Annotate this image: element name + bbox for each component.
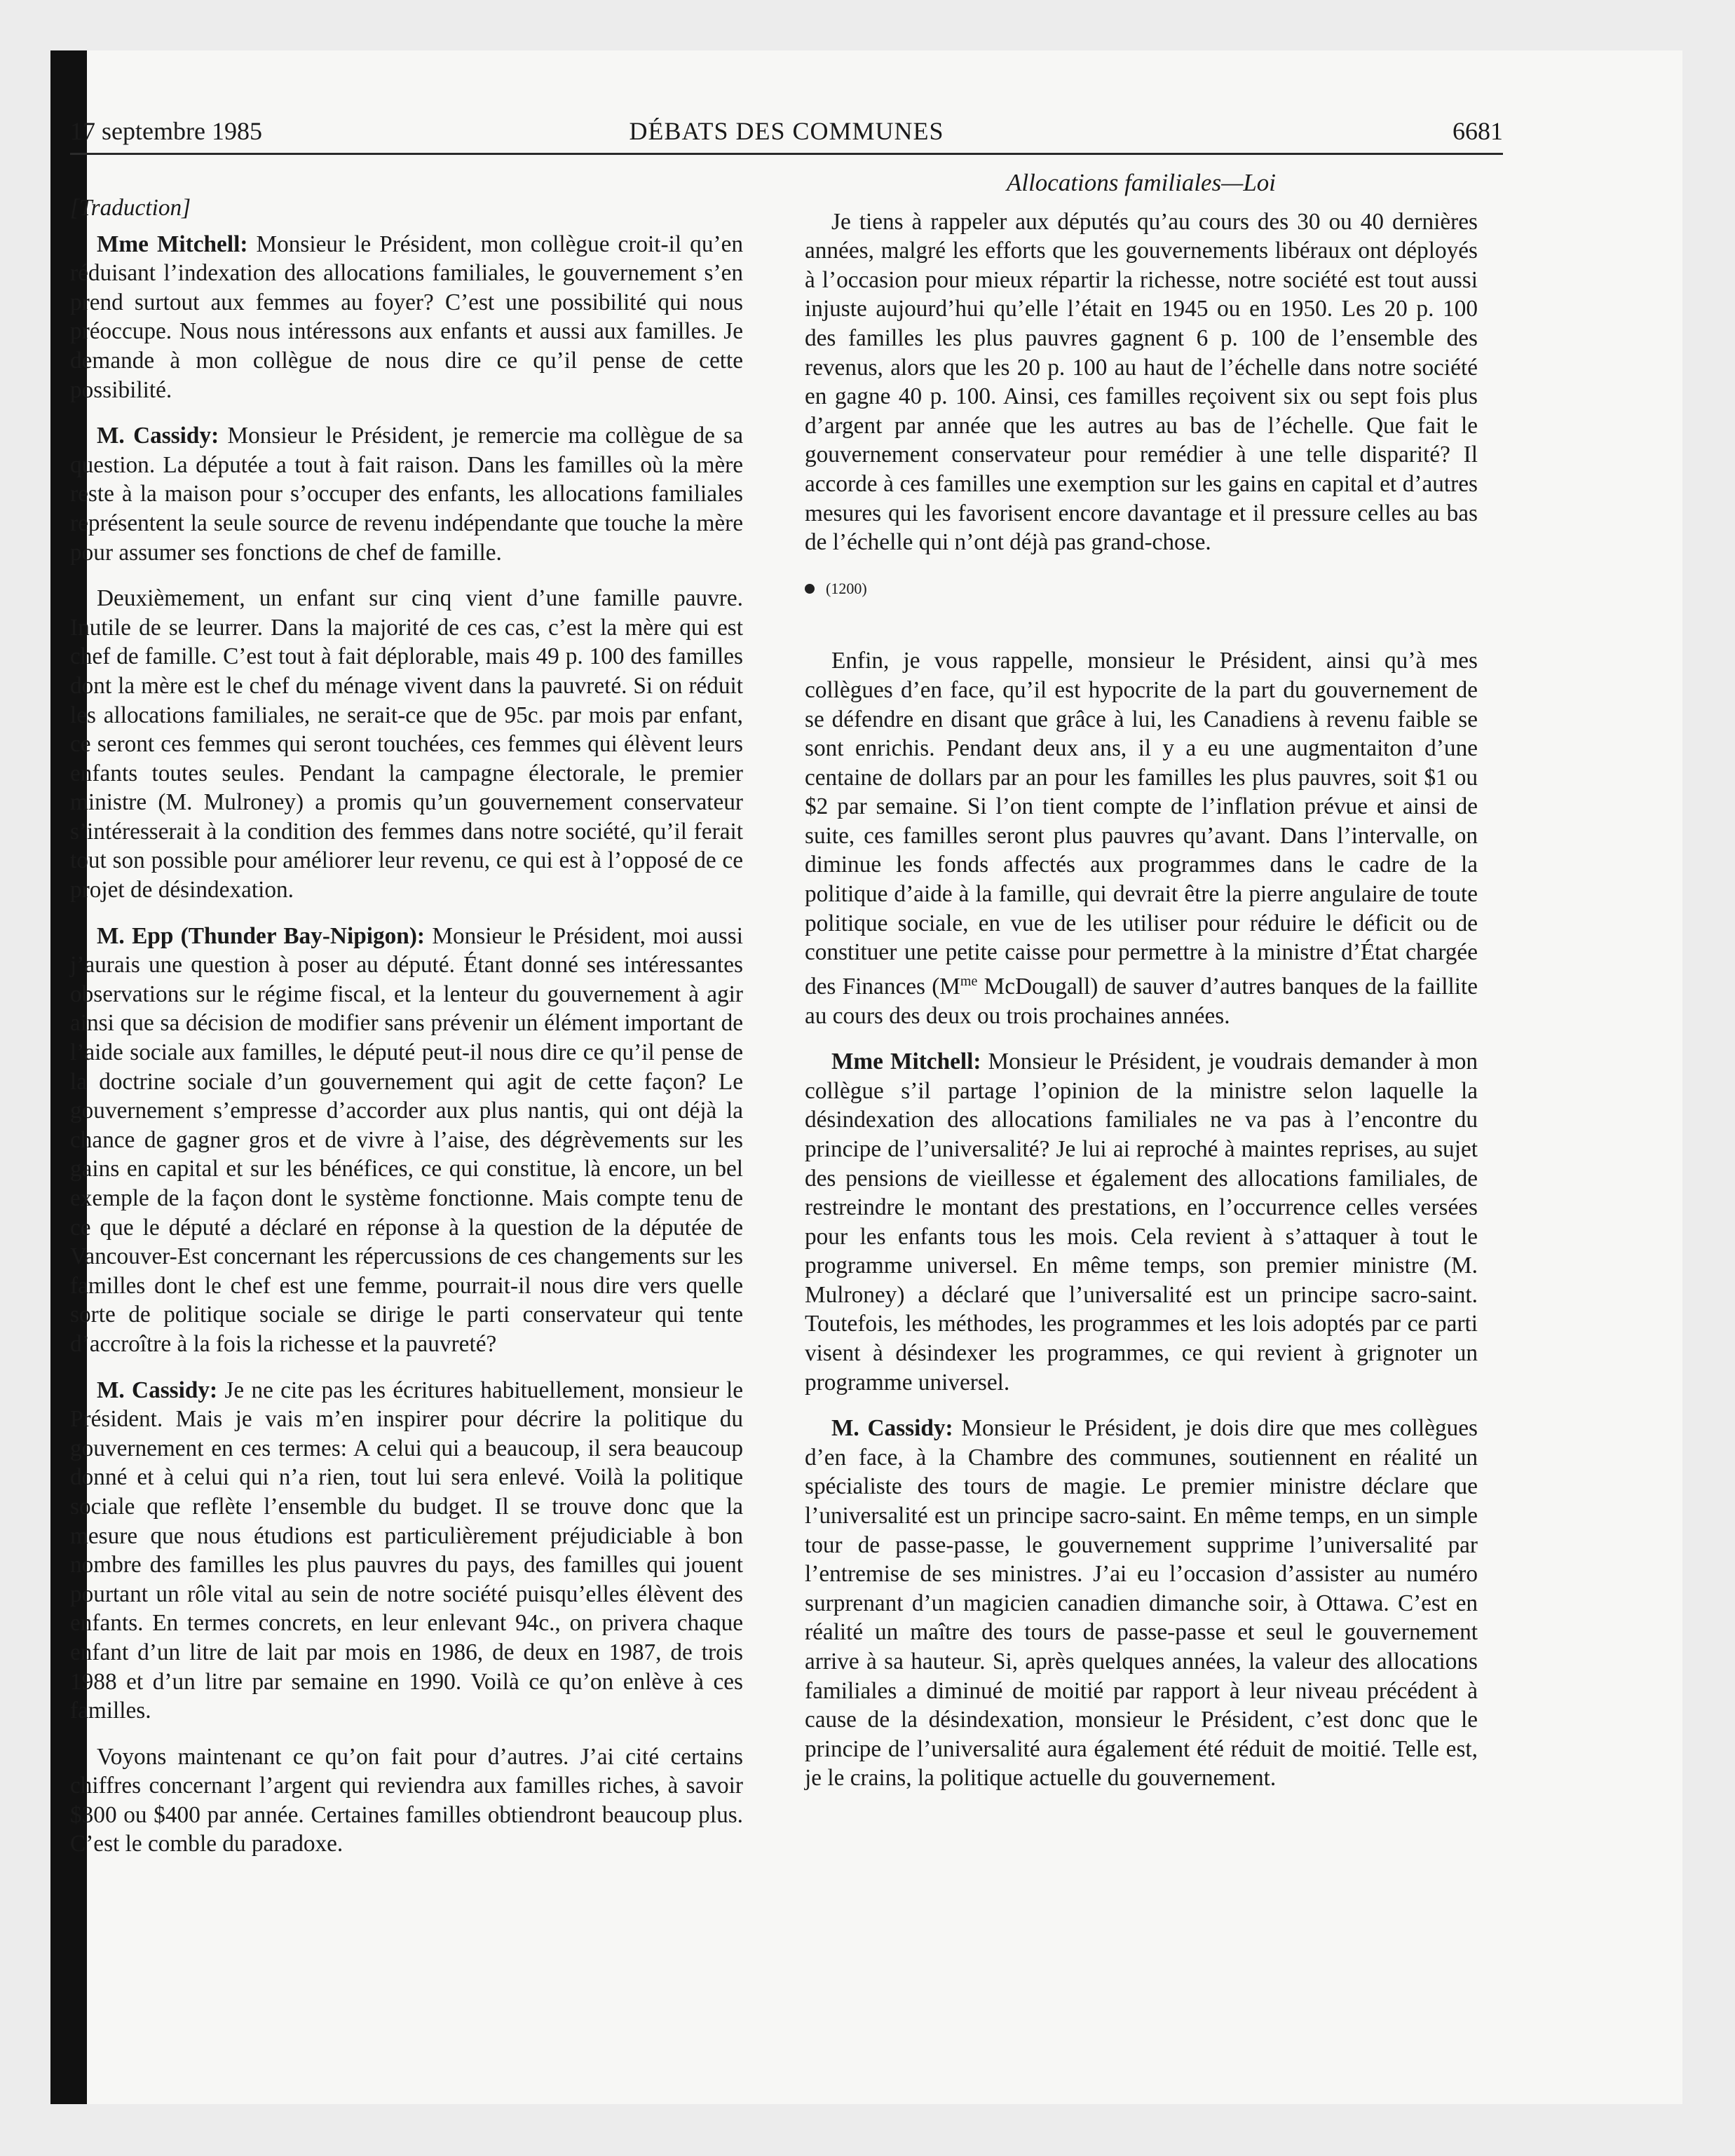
header-date: 17 septembre 1985 <box>70 117 262 145</box>
paragraph-text: Je tiens à rappeler aux députés qu’au cours des 30 ou 40 dernières années, malgré les efforts que les gouvernements libéraux ont déployés à l’occasion pour mieux répartir la richesse, notre société est tout aussi injuste aujourd’hui qu’elle l’était en 1945 ou en 1950. Les 20 p. 100 des familles les plus pauvres gagnent 6 p. 100 de l’ensemble des revenus, alors que les 20 p. 100 au haut de l’échelle dans notre société en gagne 40 p. 100. Ainsi, ces familles reçoivent six ou sept fois plus d’argent par année que les autres au bas de l’échelle. Que fait le gouvernement conservateur pour remédier à une telle disparité? Il accorde à ces familles une exemption sur les gains en capital et d’autres mesures qui les favorisent encore davantage et il pressure celles au bas de l’échelle qui n’ont déjà pas grand-chose. <box>805 208 1478 556</box>
paragraph <box>70 421 743 567</box>
paragraph-text: Voyons maintenant ce qu’on fait pour d’autres. J’ai cité certains chiffres concernant l’argent qui reviendra aux familles riches, à savoir $300 ou $400 par année. Certaines familles obtiendront beaucoup plus. C’est le comble du paradoxe. <box>70 1743 743 1857</box>
paragraph-text: Deuxièmement, un enfant sur cinq vient d’une famille pauvre. Inutile de se leurrer. Dans la majorité de ces cas, c’est la mère qui est chef de famille. C’est tout à fait déplorable, mais 49 p. 100 des familles dont la mère est le chef du ménage vivent dans la pauvreté. Si on réduit les allocations familiales, ne serait-ce que de 95c. par mois par enfant, ce seront ces femmes qui seront touchées, ces femmes qui élèvent leurs enfants toutes seules. Pendant la campagne électorale, le premier ministre (M. Mulroney) a promis qu’un gouvernement conservateur s’intéresserait à la condition des femmes dans notre société, qu’il ferait tout son possible pour améliorer leur revenu, ce qui est à l’opposé de ce projet de désindexation. <box>70 585 743 903</box>
time-marker-text: (1200) <box>826 579 867 597</box>
paragraph <box>805 646 1478 1030</box>
speaker-name: Mme Mitchell: <box>831 1049 981 1075</box>
paragraph <box>70 584 743 905</box>
paragraph <box>70 1742 743 1859</box>
superscript: me <box>960 973 978 989</box>
paragraph <box>805 1047 1478 1397</box>
paragraph-text: McDougall) de sauver d’autres banques de la faillite au cours des deux ou trois prochaines années. <box>805 973 1478 1029</box>
bullet-icon <box>805 584 815 594</box>
speaker-name: Mme Mitchell: <box>97 231 248 257</box>
right-column <box>805 168 1478 1810</box>
subject-heading: Allocations familiales—Loi <box>1006 169 1277 196</box>
paragraph <box>805 1414 1478 1793</box>
paragraph <box>70 922 743 1359</box>
speaker-name: M. Epp (Thunder Bay-Nipigon): <box>97 922 425 949</box>
paragraph-text: Enfin, je vous rappelle, monsieur le Président, ainsi qu’à mes collègues d’en face, qu’il est hypocrite de la part du gouvernement de se défendre en disant que grâce à lui, les Canadiens à revenu faible se sont enrichis. Pendant deux ans, il y a eu une augmentaiton d’une centaine de dollars par an pour les familles les plus pauvres, soit $1 ou $2 par semaine. Si l’on tient compte de l’inflation prévue et ainsi de suite, ces familles seront plus pauvres qu’avant. Dans l’intervalle, on diminue les fonds affectés aux programmes dans le cadre de la politique d’aide à la famille, qui devrait être la pierre angulaire de toute politique sociale, en vue de les utiliser pour réduire le déficit ou de constituer une petite caisse pour permettre à la ministre d’État chargée des Finances (M <box>805 648 1478 999</box>
paragraph-text: Monsieur le Président, je voudrais demander à mon collègue s’il partage l’opinion de la ministre selon laquelle la désindexation des allocations familiales ne va pas à l’encontre du principe de l’universalité? Je lui ai reproché à maintes reprises, au sujet des pensions de vieillesse et également des allocations familiales, de restreindre le montant des prestations, en l’occurrence celles versées pour les enfants tous les mois. Cela revient à s’attaquer à tout le programme universel. En même temps, son premier ministre (M. Mulroney) a déclaré que l’universalité est un principe sacro-saint. Toutefois, les méthodes, les programmes et les lois adoptés par ce parti visent à désindexer les programmes, ce qui revient à grignoter un programme universel. <box>805 1049 1478 1396</box>
paragraph <box>70 1376 743 1726</box>
paragraph-text: Je ne cite pas les écritures habituellement, monsieur le Président. Mais je vais m’en inspirer pour décrire la politique du gouvernement en ces termes: A celui qui a beaucoup, il sera beaucoup donné et à celui qui n’a rien, tout lui sera enlevé. Voilà la politique sociale que reflète l’ensemble du budget. Il se trouve donc que la mesure que nous étudions est particulièrement préjudiciable à bon nombre des familles les plus pauvres du pays, des familles qui jouent pourtant un rôle vital au sein de notre société puisqu’elles élèvent des enfants. En termes concrets, en leur enlevant 94c., on privera chaque enfant d’un litre de lait par mois en 1986, de deux en 1987, de trois 1988 et d’un litre par semaine en 1990. Voilà ce qu’on enlève à ces familles. <box>70 1377 743 1724</box>
paragraph-text: Monsieur le Président, mon collègue croit-il qu’en réduisant l’indexation des allocations familiales, le gouvernement s’en prend surtout aux femmes au foyer? C’est une possibilité qui nous préoccupe. Nous nous intéressons aux enfants et aussi aux familles. Je demande à mon collègue de nous dire ce qu’il pense de cette possibilité. <box>70 231 743 403</box>
speaker-name: M. Cassidy: <box>831 1415 953 1442</box>
paragraph-text: Monsieur le Président, je remercie ma collègue de sa question. La députée a tout à fait raison. Dans les familles où la mère reste à la maison pour s’occuper des enfants, les allocations familiales représentent la seule source de revenu indépendante que touche la mère pour assumer ses fonctions de chef de famille. <box>70 423 743 566</box>
translation-note: [Traduction] <box>70 195 191 221</box>
page-header <box>70 112 1503 155</box>
paragraph <box>70 230 743 405</box>
paragraph <box>805 207 1478 557</box>
left-column <box>70 168 743 1876</box>
speaker-name: M. Cassidy: <box>97 1377 218 1403</box>
speaker-name: M. Cassidy: <box>97 423 219 449</box>
paragraph-text: Monsieur le Président, je dois dire que mes collègues d’en face, à la Chambre des communes, soutiennent en réalité un spécialiste des tours de magie. Le premier ministre déclare que l’universalité est un principe sacro-saint. En même temps, en un simple tour de passe-passe, le gouvernement supprime l’universalité par l’entremise de ses ministres. J’ai eu l’occasion d’assister au numéro surprenant d’un magicien canadien dimanche soir, à Ottawa. C’est en réalité un maître des tours de passe-passe et seul le gouvernement arrive à sa hauteur. Si, après quelques années, la valeur des allocations familiales a diminué de moitié par rapport à leur niveau précédent à cause de la désindexation, monsieur le Président, c’est donc que le principe de l’universalité aura également été réduit de moitié. Telle est, je le crains, la politique actuelle du gouvernement. <box>805 1415 1478 1792</box>
header-page-number: 6681 <box>1452 117 1503 145</box>
time-marker <box>805 574 1478 603</box>
header-publication: DÉBATS DES COMMUNES <box>629 117 944 145</box>
paragraph-text: Monsieur le Président, moi aussi j’aurais une question à poser au député. Étant donné ses intéressantes observations sur le régime fiscal, et la lenteur du gouvernement à agir ainsi que sa décision de modifier sans prévenir un élément important de l’aide sociale aux familles, le député peut-il nous dire ce qu’il pense de la doctrine sociale d’un gouvernement qui agit de cette façon? Le gouvernement s’empresse d’accorder aux plus nantis, qui ont déjà la chance de gagner gros et de vivre à l’aise, des dégrèvements sur les gains en capital et sur les bénéfices, ce qui constitue, là encore, un bel exemple de la façon dont le système fonctionne. Mais compte tenu de ce que le député a déclaré en réponse à la question de la députée de Vancouver-Est concernant les répercussions de ces changements sur les familles dont le chef est une femme, pourrait-il nous dire vers quelle sorte de politique sociale se dirige le parti conservateur qui tente d’accroître à la fois la richesse et la pauvreté? <box>70 922 743 1357</box>
